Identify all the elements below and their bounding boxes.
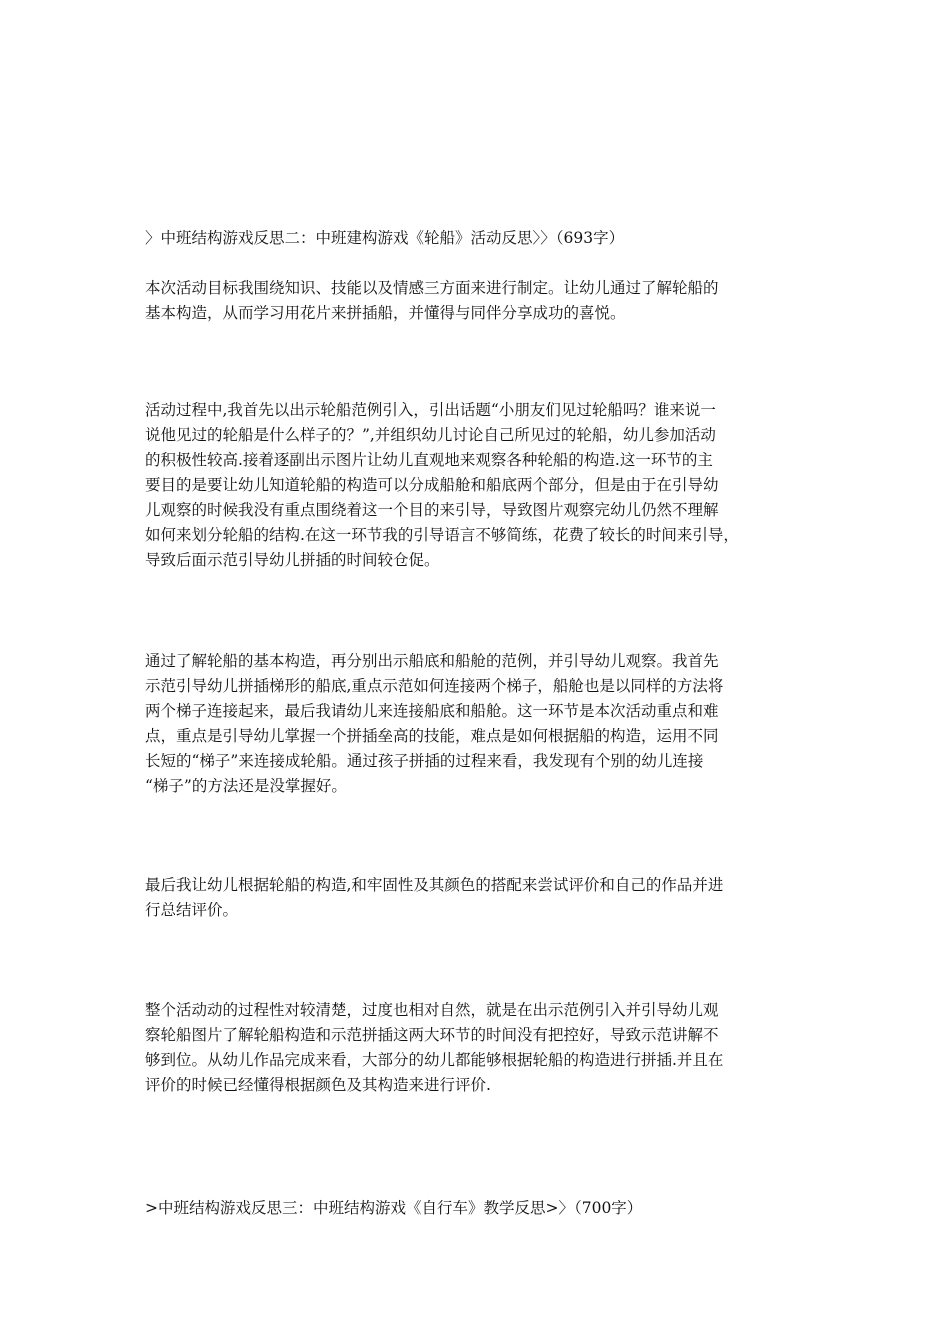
paragraph-line: 导致后面示范引导幼儿拼插的时间较仓促。: [145, 551, 440, 569]
paragraph-line: 如何来划分轮船的结构.在这一环节我的引导语言不够简练，花费了较长的时间来引导，: [145, 526, 739, 544]
paragraph-line: 示范引导幼儿拼插梯形的船底,重点示范如何连接两个梯子，船舱也是以同样的方法将: [145, 677, 724, 695]
paragraph-line: 的积极性较高.接着逐副出示图片让幼儿直观地来观察各种轮船的构造.这一环节的主: [145, 451, 713, 469]
paragraph-line: 长短的“梯子”来连接成轮船。通过孩子拼插的过程来看，我发现有个别的幼儿连接: [145, 752, 704, 770]
paragraph-line: 整个活动动的过程性对较清楚，过度也相对自然，就是在出示范例引入并引导幼儿观: [145, 1001, 719, 1019]
paragraph-line: 够到位。从幼儿作品完成来看，大部分的幼儿都能够根据轮船的构造进行拼插.并且在: [145, 1051, 724, 1069]
paragraph-line: 两个梯子连接起来，最后我请幼儿来连接船底和船舱。这一环节是本次活动重点和难: [145, 702, 719, 720]
paragraph-line: 通过了解轮船的基本构造，再分别出示船底和船舱的范例，并引导幼儿观察。我首先: [145, 652, 719, 670]
paragraph-evaluation: [145, 873, 817, 923]
paragraph-line: 活动过程中,我首先以出示轮船范例引入，引出话题“小朋友们见过轮船吗？谁来说一: [145, 401, 716, 419]
paragraph-summary: [145, 998, 817, 1098]
paragraph-line: 要目的是要让幼儿知道轮船的构造可以分成船舱和船底两个部分，但是由于在引导幼: [145, 476, 719, 494]
paragraph-line: 最后我让幼儿根据轮船的构造,和牢固性及其颜色的搭配来尝试评价和自己的作品并进: [145, 876, 724, 894]
paragraph-line: 行总结评价。: [145, 901, 239, 919]
paragraph-objectives: [145, 276, 817, 326]
paragraph-line: 评价的时候已经懂得根据颜色及其构造来进行评价.: [145, 1076, 491, 1094]
paragraph-line: 基本构造，从而学习用花片来拼插船，并懂得与同伴分享成功的喜悦。: [145, 304, 626, 322]
paragraph-line: “梯子”的方法还是没掌握好。: [145, 777, 347, 795]
section-heading-3: >中班结构游戏反思三：中班结构游戏《自行车》教学反思>〉（700字）: [145, 1199, 643, 1217]
paragraph-process: [145, 398, 817, 573]
paragraph-line: 说他见过的轮船是什么样子的？”,并组织幼儿讨论自己所见过的轮船，幼儿参加活动: [145, 426, 716, 444]
paragraph-line: 点，重点是引导幼儿掌握一个拼插垒高的技能，难点是如何根据船的构造，运用不同: [145, 727, 719, 745]
paragraph-line: 本次活动目标我围绕知识、技能以及情感三方面来进行制定。让幼儿通过了解轮船的: [145, 279, 719, 297]
paragraph-line: 儿观察的时候我没有重点围绕着这一个目的来引导，导致图片观察完幼儿仍然不理解: [145, 501, 719, 519]
paragraph-line: 察轮船图片了解轮船构造和示范拼插这两大环节的时间没有把控好，导致示范讲解不: [145, 1026, 719, 1044]
section-heading-2: 〉中班结构游戏反思二：中班建构游戏《轮船》活动反思〉〉（693字）: [145, 229, 625, 247]
paragraph-construction: [145, 649, 817, 799]
